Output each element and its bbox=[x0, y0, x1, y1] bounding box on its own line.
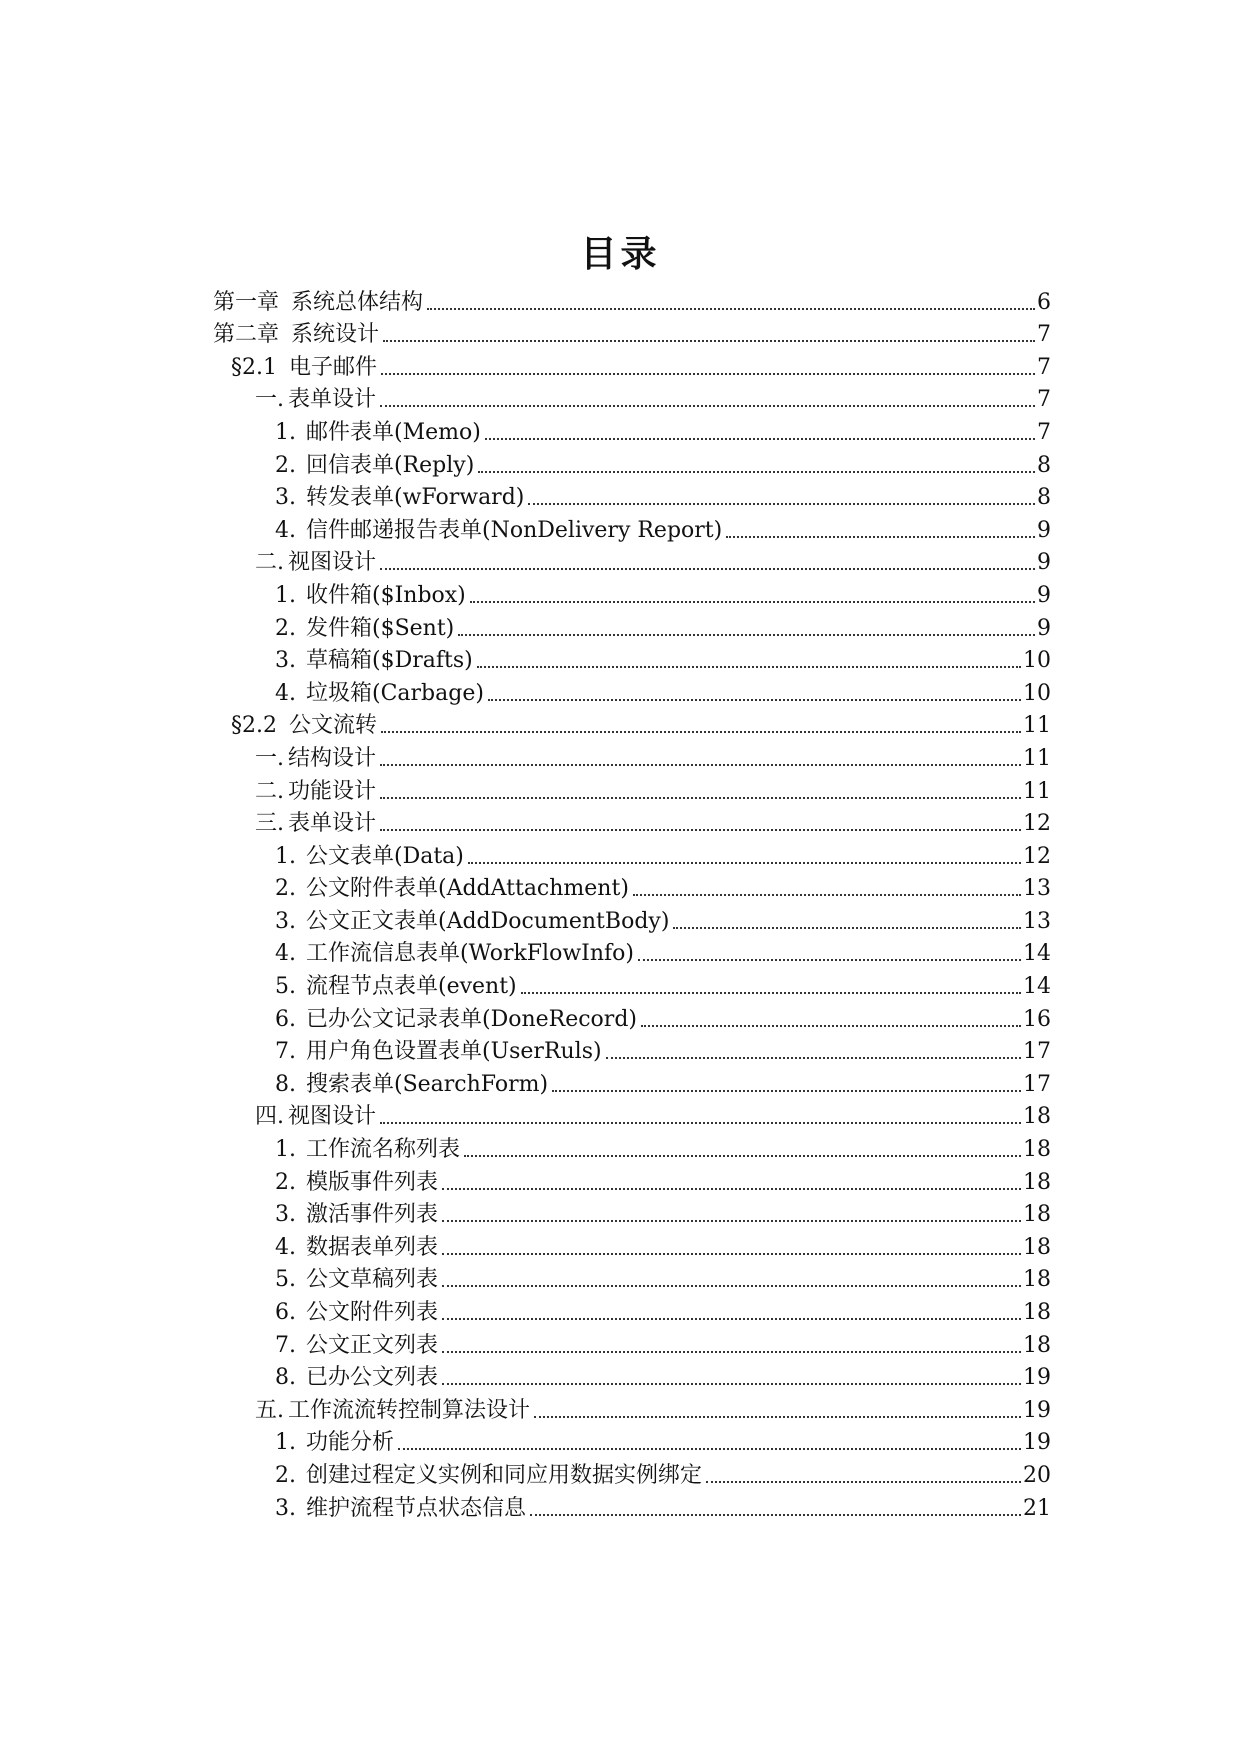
toc-entry-page-number: 9 bbox=[1037, 517, 1051, 543]
toc-entry-number: 7. bbox=[275, 1332, 296, 1358]
toc-entry-number: 4. bbox=[275, 941, 296, 967]
toc-entry-number: §2.1 bbox=[231, 354, 277, 380]
toc-entry-text: 数据表单列表 bbox=[306, 1234, 439, 1260]
toc-entry-number: §2.2 bbox=[231, 713, 277, 739]
toc-entry[interactable] bbox=[213, 1262, 1051, 1295]
toc-entry-page-number: 21 bbox=[1023, 1495, 1051, 1521]
toc-entry-page-number: 9 bbox=[1037, 582, 1051, 608]
toc-dot-leader bbox=[534, 1415, 1021, 1418]
toc-entry-text: 信件邮递报告表单(NonDelivery Report) bbox=[306, 517, 723, 543]
toc-entry[interactable] bbox=[213, 1425, 1051, 1458]
toc-entry-page-number: 10 bbox=[1023, 648, 1051, 674]
toc-entry-text: 公文附件列表 bbox=[306, 1300, 439, 1325]
toc-entry[interactable] bbox=[213, 1034, 1051, 1067]
toc-entry-number: 第一章 bbox=[213, 289, 280, 315]
toc-entry-text: 公文流转 bbox=[289, 713, 378, 739]
toc-entry-page-number: 6 bbox=[1037, 289, 1051, 315]
toc-entry-page-number: 12 bbox=[1023, 843, 1051, 869]
toc-entry-text: 收件箱($Inbox) bbox=[306, 582, 466, 608]
toc-entry-text: 公文附件表单(AddAttachment) bbox=[306, 876, 629, 902]
toc-entry-page-number: 16 bbox=[1023, 1006, 1051, 1032]
toc-dot-leader bbox=[380, 763, 1021, 766]
toc-entry-page-number: 7 bbox=[1037, 322, 1051, 348]
toc-entry[interactable] bbox=[213, 545, 1051, 578]
toc-entry-number: 2. bbox=[275, 615, 296, 641]
toc-entry-number: 3. bbox=[275, 648, 296, 674]
toc-dot-leader bbox=[442, 1187, 1021, 1190]
toc-entry[interactable] bbox=[213, 675, 1051, 708]
toc-entry-number: 5. bbox=[275, 974, 296, 1000]
toc-entry-page-number: 7 bbox=[1037, 354, 1051, 380]
toc-entry-number: 4. bbox=[275, 680, 296, 706]
toc-entry-text: 功能分析 bbox=[306, 1430, 395, 1456]
toc-entry-number: 1. bbox=[275, 582, 296, 608]
toc-entry-text: 发件箱($Sent) bbox=[306, 615, 455, 641]
toc-entry-text: 工作流流转控制算法设计 bbox=[288, 1397, 531, 1423]
toc-dot-leader bbox=[638, 958, 1021, 961]
toc-entry[interactable] bbox=[213, 512, 1051, 545]
toc-title: 目录 bbox=[580, 233, 661, 275]
toc-dot-leader bbox=[380, 828, 1021, 831]
toc-entry-page-number: 8 bbox=[1037, 452, 1051, 478]
toc-entry-page-number: 18 bbox=[1023, 1137, 1051, 1163]
toc-entry-number: 2. bbox=[275, 1169, 296, 1195]
toc-entry-number: 3. bbox=[275, 1495, 296, 1521]
toc-entry[interactable] bbox=[213, 871, 1051, 904]
toc-dot-leader bbox=[552, 1089, 1021, 1092]
toc-entry[interactable] bbox=[213, 284, 1051, 317]
toc-entry[interactable] bbox=[213, 968, 1051, 1001]
toc-entry-page-number: 18 bbox=[1023, 1169, 1051, 1195]
toc-entry[interactable] bbox=[213, 317, 1051, 350]
toc-dot-leader bbox=[468, 861, 1021, 864]
toc-dot-leader bbox=[380, 404, 1035, 407]
toc-entry-text: 公文草稿列表 bbox=[306, 1267, 439, 1293]
toc-dot-leader bbox=[380, 1121, 1021, 1124]
toc-entry-number: 6. bbox=[275, 1006, 296, 1032]
toc-entry-number: 2. bbox=[275, 452, 296, 478]
toc-entry-page-number: 14 bbox=[1023, 941, 1051, 967]
toc-entry-page-number: 10 bbox=[1023, 680, 1051, 706]
toc-dot-leader bbox=[528, 502, 1035, 505]
toc-entry-text: 视图设计 bbox=[288, 550, 377, 576]
toc-entry[interactable] bbox=[213, 577, 1051, 610]
toc-entry-number: 3. bbox=[275, 908, 296, 934]
toc-entry-page-number: 9 bbox=[1037, 615, 1051, 641]
toc-entry-page-number: 20 bbox=[1023, 1462, 1051, 1488]
toc-entry-text: 搜索表单(SearchForm) bbox=[306, 1071, 549, 1097]
toc-dot-leader bbox=[442, 1317, 1021, 1320]
toc-dot-leader bbox=[485, 437, 1035, 440]
toc-entry-number: 4. bbox=[275, 517, 296, 543]
toc-entry[interactable] bbox=[213, 1327, 1051, 1360]
toc-entry-number: 五. bbox=[255, 1397, 284, 1423]
toc-entry-number: 8. bbox=[275, 1071, 296, 1097]
toc-entry[interactable] bbox=[213, 349, 1051, 382]
toc-dot-leader bbox=[381, 730, 1021, 733]
toc-entry[interactable] bbox=[213, 1066, 1051, 1099]
toc-entry-page-number: 17 bbox=[1023, 1071, 1051, 1097]
toc-entry-number: 四. bbox=[255, 1104, 284, 1130]
toc-entry-text: 表单设计 bbox=[288, 811, 377, 837]
toc-entry-number: 2. bbox=[275, 876, 296, 902]
toc-entry-text: 用户角色设置表单(UserRuls) bbox=[306, 1039, 602, 1065]
toc-entry[interactable] bbox=[213, 1197, 1051, 1230]
toc-dot-leader bbox=[458, 633, 1035, 636]
toc-entry-number: 三. bbox=[255, 811, 284, 837]
toc-dot-leader bbox=[442, 1219, 1021, 1222]
toc-entry-number: 1. bbox=[275, 419, 296, 445]
toc-dot-leader bbox=[464, 1154, 1021, 1157]
toc-entry-page-number: 18 bbox=[1023, 1234, 1051, 1260]
toc-entry[interactable] bbox=[213, 1001, 1051, 1034]
toc-dot-leader bbox=[383, 339, 1035, 342]
toc-dot-leader bbox=[380, 796, 1021, 799]
toc-entry[interactable] bbox=[213, 1099, 1051, 1132]
toc-entry-number: 二. bbox=[255, 778, 284, 804]
toc-entry-page-number: 7 bbox=[1037, 419, 1051, 445]
toc-dot-leader bbox=[442, 1350, 1021, 1353]
toc-dot-leader bbox=[442, 1382, 1021, 1385]
toc-entry-text: 创建过程定义实例和同应用数据实例绑定 bbox=[306, 1462, 703, 1488]
toc-entry[interactable] bbox=[213, 903, 1051, 936]
toc-entry-text: 激活事件列表 bbox=[306, 1202, 439, 1228]
toc-entry-number: 1. bbox=[275, 1430, 296, 1456]
toc-entry[interactable] bbox=[213, 1457, 1051, 1490]
toc-entry-page-number: 9 bbox=[1037, 550, 1051, 576]
toc-dot-leader bbox=[380, 567, 1035, 570]
toc-entry-text: 公文正文表单(AddDocumentBody) bbox=[306, 908, 670, 934]
toc-dot-leader bbox=[442, 1284, 1021, 1287]
toc-entry[interactable] bbox=[213, 643, 1051, 676]
toc-entry-number: 一. bbox=[255, 387, 284, 413]
toc-entry-text: 流程节点表单(event) bbox=[306, 974, 517, 1000]
toc-dot-leader bbox=[427, 307, 1035, 310]
toc-dot-leader bbox=[530, 1513, 1021, 1516]
toc-entry[interactable] bbox=[213, 838, 1051, 871]
toc-dot-leader bbox=[521, 991, 1021, 994]
toc-dot-leader bbox=[478, 470, 1035, 473]
toc-entry-text: 结构设计 bbox=[288, 745, 377, 771]
toc-entry-page-number: 13 bbox=[1023, 876, 1051, 902]
toc-entry-number: 二. bbox=[255, 550, 284, 576]
toc-entry[interactable] bbox=[213, 740, 1051, 773]
toc-entry-text: 已办公文记录表单(DoneRecord) bbox=[306, 1006, 637, 1032]
toc-entry-page-number: 18 bbox=[1023, 1104, 1051, 1130]
toc-dot-leader bbox=[442, 1252, 1021, 1255]
toc-entry[interactable] bbox=[213, 936, 1051, 969]
toc-entry-text: 已办公文列表 bbox=[306, 1365, 439, 1391]
toc-entry-page-number: 18 bbox=[1023, 1300, 1051, 1325]
toc-entry-text: 视图设计 bbox=[288, 1104, 377, 1130]
toc-entry-number: 一. bbox=[255, 745, 284, 771]
table-of-contents bbox=[213, 284, 1051, 1523]
toc-entry-text: 公文正文列表 bbox=[306, 1332, 439, 1358]
toc-entry-number: 1. bbox=[275, 843, 296, 869]
toc-entry-text: 工作流名称列表 bbox=[306, 1137, 461, 1163]
toc-entry-text: 系统设计 bbox=[291, 322, 380, 348]
toc-entry-number: 5. bbox=[275, 1267, 296, 1293]
toc-entry-page-number: 14 bbox=[1023, 974, 1051, 1000]
toc-entry[interactable] bbox=[213, 610, 1051, 643]
toc-dot-leader bbox=[398, 1447, 1021, 1450]
toc-entry-text: 模版事件列表 bbox=[306, 1169, 439, 1195]
toc-entry-number: 1. bbox=[275, 1137, 296, 1163]
toc-entry-page-number: 13 bbox=[1023, 908, 1051, 934]
toc-entry-page-number: 19 bbox=[1023, 1430, 1051, 1456]
toc-entry-page-number: 17 bbox=[1023, 1039, 1051, 1065]
toc-entry-text: 电子邮件 bbox=[289, 354, 378, 380]
toc-entry[interactable] bbox=[213, 1490, 1051, 1523]
toc-entry-page-number: 19 bbox=[1023, 1365, 1051, 1391]
toc-entry-text: 维护流程节点状态信息 bbox=[306, 1495, 527, 1521]
toc-dot-leader bbox=[381, 372, 1035, 375]
toc-entry[interactable] bbox=[213, 806, 1051, 839]
toc-entry[interactable] bbox=[213, 708, 1051, 741]
toc-dot-leader bbox=[673, 926, 1021, 929]
toc-entry[interactable] bbox=[213, 1164, 1051, 1197]
toc-entry-page-number: 8 bbox=[1037, 485, 1051, 511]
toc-dot-leader bbox=[488, 698, 1021, 701]
toc-entry-text: 表单设计 bbox=[288, 387, 377, 413]
toc-entry-page-number: 19 bbox=[1023, 1397, 1051, 1423]
toc-dot-leader bbox=[470, 600, 1035, 603]
toc-entry-text: 转发表单(wForward) bbox=[306, 485, 525, 511]
toc-entry-page-number: 11 bbox=[1023, 713, 1051, 739]
toc-entry-text: 邮件表单(Memo) bbox=[306, 419, 481, 445]
toc-entry-text: 功能设计 bbox=[288, 778, 377, 804]
toc-entry-number: 6. bbox=[275, 1300, 296, 1325]
toc-entry-page-number: 18 bbox=[1023, 1267, 1051, 1293]
toc-entry[interactable] bbox=[213, 1229, 1051, 1262]
toc-dot-leader bbox=[706, 1480, 1021, 1483]
toc-entry-page-number: 11 bbox=[1023, 745, 1051, 771]
toc-dot-leader bbox=[641, 1024, 1021, 1027]
toc-entry-number: 7. bbox=[275, 1039, 296, 1065]
toc-entry-text: 草稿箱($Drafts) bbox=[306, 648, 473, 674]
toc-entry-text: 工作流信息表单(WorkFlowInfo) bbox=[306, 941, 635, 967]
toc-entry-page-number: 18 bbox=[1023, 1202, 1051, 1228]
toc-entry[interactable] bbox=[213, 480, 1051, 513]
toc-entry[interactable] bbox=[213, 1360, 1051, 1393]
toc-dot-leader bbox=[477, 665, 1021, 668]
toc-entry[interactable] bbox=[213, 1131, 1051, 1164]
toc-dot-leader bbox=[606, 1056, 1021, 1059]
toc-entry-number: 3. bbox=[275, 485, 296, 511]
toc-dot-leader bbox=[633, 893, 1021, 896]
toc-entry[interactable] bbox=[213, 414, 1051, 447]
toc-entry[interactable] bbox=[213, 382, 1051, 415]
toc-entry-number: 4. bbox=[275, 1234, 296, 1260]
toc-entry[interactable] bbox=[213, 1392, 1051, 1425]
toc-entry-number: 2. bbox=[275, 1462, 296, 1488]
toc-dot-leader bbox=[726, 535, 1035, 538]
toc-entry[interactable] bbox=[213, 773, 1051, 806]
toc-entry-number: 3. bbox=[275, 1202, 296, 1228]
toc-entry-text: 系统总体结构 bbox=[291, 289, 424, 315]
toc-entry-text: 公文表单(Data) bbox=[306, 843, 464, 869]
toc-entry-number: 8. bbox=[275, 1365, 296, 1391]
toc-entry-text: 垃圾箱(Carbage) bbox=[306, 680, 484, 706]
toc-entry-page-number: 18 bbox=[1023, 1332, 1051, 1358]
toc-entry-number: 第二章 bbox=[213, 322, 280, 348]
toc-entry[interactable] bbox=[213, 1294, 1051, 1327]
toc-entry-text: 回信表单(Reply) bbox=[306, 452, 475, 478]
toc-entry-page-number: 11 bbox=[1023, 778, 1051, 804]
toc-entry-page-number: 12 bbox=[1023, 811, 1051, 837]
toc-entry-page-number: 7 bbox=[1037, 387, 1051, 413]
toc-entry[interactable] bbox=[213, 447, 1051, 480]
